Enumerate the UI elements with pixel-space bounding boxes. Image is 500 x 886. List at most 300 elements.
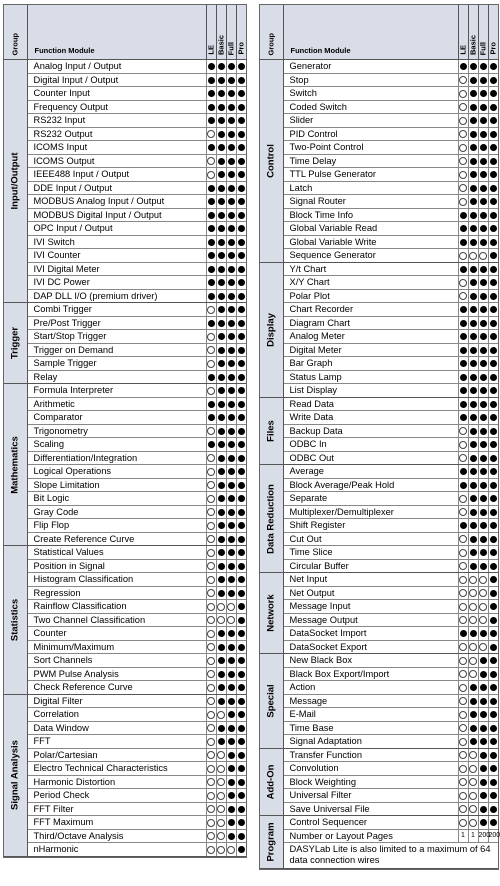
included-dot-full [226, 262, 236, 276]
included-dot-pro [236, 478, 246, 492]
filled-dot-icon [490, 239, 497, 246]
included-dot-basic [468, 438, 478, 452]
filled-dot-icon [490, 252, 497, 259]
function-module-header: Function Module [27, 5, 206, 60]
included-dot-le [206, 316, 216, 330]
not-included-circle-le [458, 559, 468, 573]
filled-dot-icon [218, 266, 225, 273]
filled-dot-icon [238, 401, 245, 408]
filled-dot-icon [490, 63, 497, 70]
filled-dot-icon [480, 563, 487, 570]
included-dot-pro [236, 73, 246, 87]
filled-dot-icon [460, 414, 467, 421]
included-dot-full [226, 60, 236, 74]
filled-dot-icon [480, 792, 487, 799]
included-dot-basic [216, 276, 226, 290]
empty-circle-icon [459, 697, 467, 705]
not-included-circle-basic [468, 573, 478, 587]
included-dot-le [206, 73, 216, 87]
included-dot-pro [488, 114, 498, 128]
included-dot-le [206, 195, 216, 209]
filled-dot-icon [218, 671, 225, 678]
function-row [4, 802, 246, 816]
empty-circle-icon [459, 279, 467, 287]
filled-dot-icon [470, 225, 477, 232]
included-dot-full [478, 397, 488, 411]
filled-dot-icon [470, 131, 477, 138]
empty-circle-icon [217, 711, 225, 719]
included-dot-full [226, 357, 236, 371]
header-row [4, 5, 246, 60]
filled-dot-icon [480, 320, 487, 327]
filled-dot-icon [460, 360, 467, 367]
included-dot-basic [468, 397, 478, 411]
included-dot-le [458, 519, 468, 533]
empty-circle-icon [459, 198, 467, 206]
included-dot-le [206, 87, 216, 101]
function-name: Convolution [283, 762, 458, 776]
filled-dot-icon [470, 144, 477, 151]
filled-dot-icon [470, 63, 477, 70]
filled-dot-icon [490, 576, 497, 583]
empty-circle-icon [459, 643, 467, 651]
not-included-circle-le [206, 451, 216, 465]
included-dot-full [226, 289, 236, 303]
function-row [260, 60, 498, 74]
function-row [4, 222, 246, 236]
filled-dot-icon [238, 495, 245, 502]
function-name: MODBUS Analog Input / Output [27, 195, 206, 209]
function-name: PWM Pulse Analysis [27, 667, 206, 681]
included-dot-le [206, 60, 216, 74]
function-row [260, 478, 498, 492]
function-row [260, 168, 498, 182]
function-row [260, 600, 498, 614]
filled-dot-icon [228, 765, 235, 772]
function-name: Harmonic Distortion [27, 775, 206, 789]
not-included-circle-le [458, 586, 468, 600]
not-included-circle-full [226, 600, 236, 614]
included-dot-basic [216, 586, 226, 600]
included-dot-le [458, 478, 468, 492]
empty-circle-icon [479, 589, 487, 597]
included-dot-le [206, 114, 216, 128]
included-dot-basic [216, 73, 226, 87]
included-dot-basic [468, 532, 478, 546]
function-name: Two Channel Classification [27, 613, 206, 627]
function-name: OPC Input / Output [27, 222, 206, 236]
included-dot-basic [468, 289, 478, 303]
empty-circle-icon [469, 778, 477, 786]
filled-dot-icon [228, 63, 235, 70]
filled-dot-icon [490, 671, 497, 678]
empty-circle-icon [207, 130, 215, 138]
filled-dot-icon [480, 293, 487, 300]
included-dot-full [226, 114, 236, 128]
filled-dot-icon [238, 630, 245, 637]
filled-dot-icon [208, 198, 215, 205]
filled-dot-icon [470, 509, 477, 516]
empty-circle-icon [459, 252, 467, 260]
function-row [260, 762, 498, 776]
value-full: 200 [478, 829, 488, 843]
empty-circle-icon [469, 657, 477, 665]
included-dot-le [206, 370, 216, 384]
included-dot-basic [468, 343, 478, 357]
filled-dot-icon [460, 468, 467, 475]
function-row [260, 708, 498, 722]
included-dot-pro [236, 519, 246, 533]
not-included-circle-le [458, 195, 468, 209]
filled-dot-icon [238, 239, 245, 246]
filled-dot-icon [228, 131, 235, 138]
included-dot-full [478, 451, 488, 465]
filled-dot-icon [480, 630, 487, 637]
function-name: Combi Trigger [27, 303, 206, 317]
filled-dot-icon [470, 468, 477, 475]
included-dot-basic [216, 249, 226, 263]
empty-circle-icon [459, 603, 467, 611]
included-dot-pro [488, 330, 498, 344]
function-row [4, 613, 246, 627]
included-dot-basic [216, 262, 226, 276]
included-dot-basic [468, 181, 478, 195]
function-row [4, 735, 246, 749]
empty-circle-icon [207, 846, 215, 854]
included-dot-pro [236, 816, 246, 830]
function-row [4, 694, 246, 708]
function-row [260, 546, 498, 560]
included-dot-full [226, 559, 236, 573]
filled-dot-icon [480, 158, 487, 165]
empty-circle-icon [207, 630, 215, 638]
filled-dot-icon [238, 765, 245, 772]
empty-circle-icon [207, 751, 215, 759]
included-dot-pro [488, 411, 498, 425]
function-name: TTL Pulse Generator [283, 168, 458, 182]
included-dot-pro [236, 438, 246, 452]
empty-circle-icon [207, 697, 215, 705]
filled-dot-icon [218, 347, 225, 354]
filled-dot-icon [470, 90, 477, 97]
not-included-circle-le [458, 168, 468, 182]
function-name: Average [283, 465, 458, 479]
filled-dot-icon [480, 104, 487, 111]
not-included-circle-le [206, 127, 216, 141]
feature-matrix-left [4, 5, 246, 857]
filled-dot-icon [480, 63, 487, 70]
function-row [4, 330, 246, 344]
not-included-circle-basic [468, 816, 478, 830]
group-header: Group [4, 5, 27, 60]
empty-circle-icon [459, 103, 467, 111]
filled-dot-icon [228, 711, 235, 718]
filled-dot-icon [238, 333, 245, 340]
filled-dot-icon [490, 738, 497, 745]
not-included-circle-le [458, 424, 468, 438]
included-dot-pro [236, 262, 246, 276]
filled-dot-icon [490, 266, 497, 273]
not-included-circle-le [206, 816, 216, 830]
included-dot-full [478, 262, 488, 276]
filled-dot-icon [228, 347, 235, 354]
included-dot-basic [216, 721, 226, 735]
filled-dot-icon [228, 374, 235, 381]
function-name: Status Lamp [283, 370, 458, 384]
filled-dot-icon [238, 387, 245, 394]
function-name: Block Weighting [283, 775, 458, 789]
filled-dot-icon [490, 819, 497, 826]
filled-dot-icon [218, 306, 225, 313]
function-row [4, 235, 246, 249]
included-dot-full [478, 276, 488, 290]
filled-dot-icon [470, 401, 477, 408]
empty-circle-icon [459, 819, 467, 827]
empty-circle-icon [469, 589, 477, 597]
included-dot-le [206, 276, 216, 290]
function-row [4, 721, 246, 735]
included-dot-full [478, 289, 488, 303]
included-dot-pro [236, 762, 246, 776]
included-dot-pro [488, 775, 498, 789]
function-name: Gray Code [27, 505, 206, 519]
included-dot-full [478, 492, 488, 506]
included-dot-basic [216, 559, 226, 573]
function-name: Sample Trigger [27, 357, 206, 371]
included-dot-basic [216, 235, 226, 249]
included-dot-full [226, 519, 236, 533]
function-name: Digital Input / Output [27, 73, 206, 87]
empty-circle-icon [217, 832, 225, 840]
not-included-circle-le [458, 573, 468, 587]
function-name: Differentiation/Integration [27, 451, 206, 465]
filled-dot-icon [470, 630, 477, 637]
not-included-circle-le [458, 87, 468, 101]
function-name: Polar/Cartesian [27, 748, 206, 762]
included-dot-full [478, 532, 488, 546]
included-dot-basic [216, 397, 226, 411]
included-dot-pro [236, 627, 246, 641]
function-row [260, 654, 498, 668]
function-name: Universal Filter [283, 789, 458, 803]
empty-circle-icon [459, 711, 467, 719]
filled-dot-icon [480, 806, 487, 813]
function-name: Black Box Export/Import [283, 667, 458, 681]
function-row [4, 276, 246, 290]
filled-dot-icon [218, 171, 225, 178]
function-row [4, 681, 246, 695]
included-dot-basic [468, 303, 478, 317]
function-name: Net Output [283, 586, 458, 600]
included-dot-pro [236, 681, 246, 695]
filled-dot-icon [480, 347, 487, 354]
included-dot-full [478, 222, 488, 236]
included-dot-pro [488, 721, 498, 735]
filled-dot-icon [238, 738, 245, 745]
included-dot-basic [468, 465, 478, 479]
filled-dot-icon [470, 279, 477, 286]
included-dot-full [226, 478, 236, 492]
filled-dot-icon [228, 684, 235, 691]
function-name: Arithmetic [27, 397, 206, 411]
filled-dot-icon [238, 590, 245, 597]
filled-dot-icon [238, 752, 245, 759]
included-dot-full [478, 559, 488, 573]
included-dot-pro [236, 640, 246, 654]
included-dot-pro [236, 667, 246, 681]
included-dot-pro [488, 222, 498, 236]
function-name: ODBC In [283, 438, 458, 452]
not-included-circle-basic [216, 748, 226, 762]
filled-dot-icon [228, 198, 235, 205]
filled-dot-icon [480, 212, 487, 219]
included-dot-basic [216, 114, 226, 128]
included-dot-pro [488, 505, 498, 519]
empty-circle-icon [469, 670, 477, 678]
empty-circle-icon [459, 427, 467, 435]
edition-header-basic: Basic [216, 5, 226, 60]
included-dot-pro [488, 708, 498, 722]
function-row [260, 343, 498, 357]
function-name: Bar Graph [283, 357, 458, 371]
function-name: Period Check [27, 789, 206, 803]
filled-dot-icon [218, 144, 225, 151]
included-dot-full [226, 775, 236, 789]
included-dot-full [226, 168, 236, 182]
filled-dot-icon [218, 630, 225, 637]
function-name: Multiplexer/Demultiplexer [283, 505, 458, 519]
included-dot-basic [216, 451, 226, 465]
filled-dot-icon [490, 90, 497, 97]
filled-dot-icon [208, 320, 215, 327]
included-dot-full [226, 667, 236, 681]
empty-circle-icon [459, 157, 467, 165]
included-dot-le [458, 60, 468, 74]
included-dot-full [226, 384, 236, 398]
filled-dot-icon [238, 684, 245, 691]
function-name: Bit Logic [27, 492, 206, 506]
included-dot-full [478, 627, 488, 641]
function-row [260, 424, 498, 438]
included-dot-basic [216, 519, 226, 533]
filled-dot-icon [208, 77, 215, 84]
included-dot-basic [216, 640, 226, 654]
filled-dot-icon [238, 468, 245, 475]
included-dot-pro [488, 654, 498, 668]
not-included-circle-le [458, 681, 468, 695]
included-dot-full [226, 573, 236, 587]
not-included-circle-full [478, 640, 488, 654]
included-dot-full [478, 235, 488, 249]
not-included-circle-le [458, 492, 468, 506]
included-dot-basic [216, 465, 226, 479]
included-dot-basic [216, 735, 226, 749]
included-dot-le [206, 289, 216, 303]
header-row [260, 5, 498, 60]
function-name: Shift Register [283, 519, 458, 533]
included-dot-pro [488, 168, 498, 182]
filled-dot-icon [460, 482, 467, 489]
included-dot-full [226, 465, 236, 479]
included-dot-full [478, 370, 488, 384]
included-dot-basic [468, 546, 478, 560]
empty-circle-icon [469, 643, 477, 651]
filled-dot-icon [460, 266, 467, 273]
included-dot-pro [488, 235, 498, 249]
filled-dot-icon [238, 576, 245, 583]
filled-dot-icon [238, 603, 245, 610]
function-name: Sequence Generator [283, 249, 458, 263]
filled-dot-icon [238, 117, 245, 124]
filled-dot-icon [218, 468, 225, 475]
filled-dot-icon [238, 90, 245, 97]
filled-dot-icon [480, 671, 487, 678]
filled-dot-icon [208, 279, 215, 286]
filled-dot-icon [228, 360, 235, 367]
not-included-circle-le [206, 762, 216, 776]
function-row [4, 384, 246, 398]
function-row [4, 370, 246, 384]
included-dot-le [458, 627, 468, 641]
function-row [4, 600, 246, 614]
empty-circle-icon [207, 738, 215, 746]
empty-circle-icon [207, 819, 215, 827]
function-row [4, 762, 246, 776]
included-dot-le [206, 397, 216, 411]
filled-dot-icon [218, 360, 225, 367]
included-dot-full [226, 276, 236, 290]
filled-dot-icon [460, 239, 467, 246]
filled-dot-icon [208, 90, 215, 97]
function-name: ICOMS Input [27, 141, 206, 155]
filled-dot-icon [460, 387, 467, 394]
function-name: Position in Signal [27, 559, 206, 573]
filled-dot-icon [228, 293, 235, 300]
function-row [260, 640, 498, 654]
filled-dot-icon [490, 752, 497, 759]
function-row [260, 235, 498, 249]
feature-matrix-right [260, 5, 498, 869]
filled-dot-icon [470, 333, 477, 340]
empty-circle-icon [207, 616, 215, 624]
included-dot-basic [468, 708, 478, 722]
filled-dot-icon [460, 630, 467, 637]
included-dot-full [478, 424, 488, 438]
empty-circle-icon [459, 751, 467, 759]
function-row [260, 694, 498, 708]
filled-dot-icon [238, 617, 245, 624]
included-dot-full [478, 60, 488, 74]
function-row [4, 154, 246, 168]
not-included-circle-le [206, 789, 216, 803]
filled-dot-icon [470, 347, 477, 354]
included-dot-le [458, 222, 468, 236]
function-row [260, 222, 498, 236]
included-dot-full [226, 802, 236, 816]
function-row [4, 127, 246, 141]
included-dot-full [226, 73, 236, 87]
included-dot-le [458, 465, 468, 479]
not-included-circle-le [458, 451, 468, 465]
empty-circle-icon [459, 508, 467, 516]
function-name: Sort Channels [27, 654, 206, 668]
included-dot-full [226, 748, 236, 762]
included-dot-full [226, 370, 236, 384]
function-row [260, 384, 498, 398]
included-dot-pro [488, 262, 498, 276]
filled-dot-icon [238, 698, 245, 705]
not-included-circle-full [226, 843, 236, 857]
